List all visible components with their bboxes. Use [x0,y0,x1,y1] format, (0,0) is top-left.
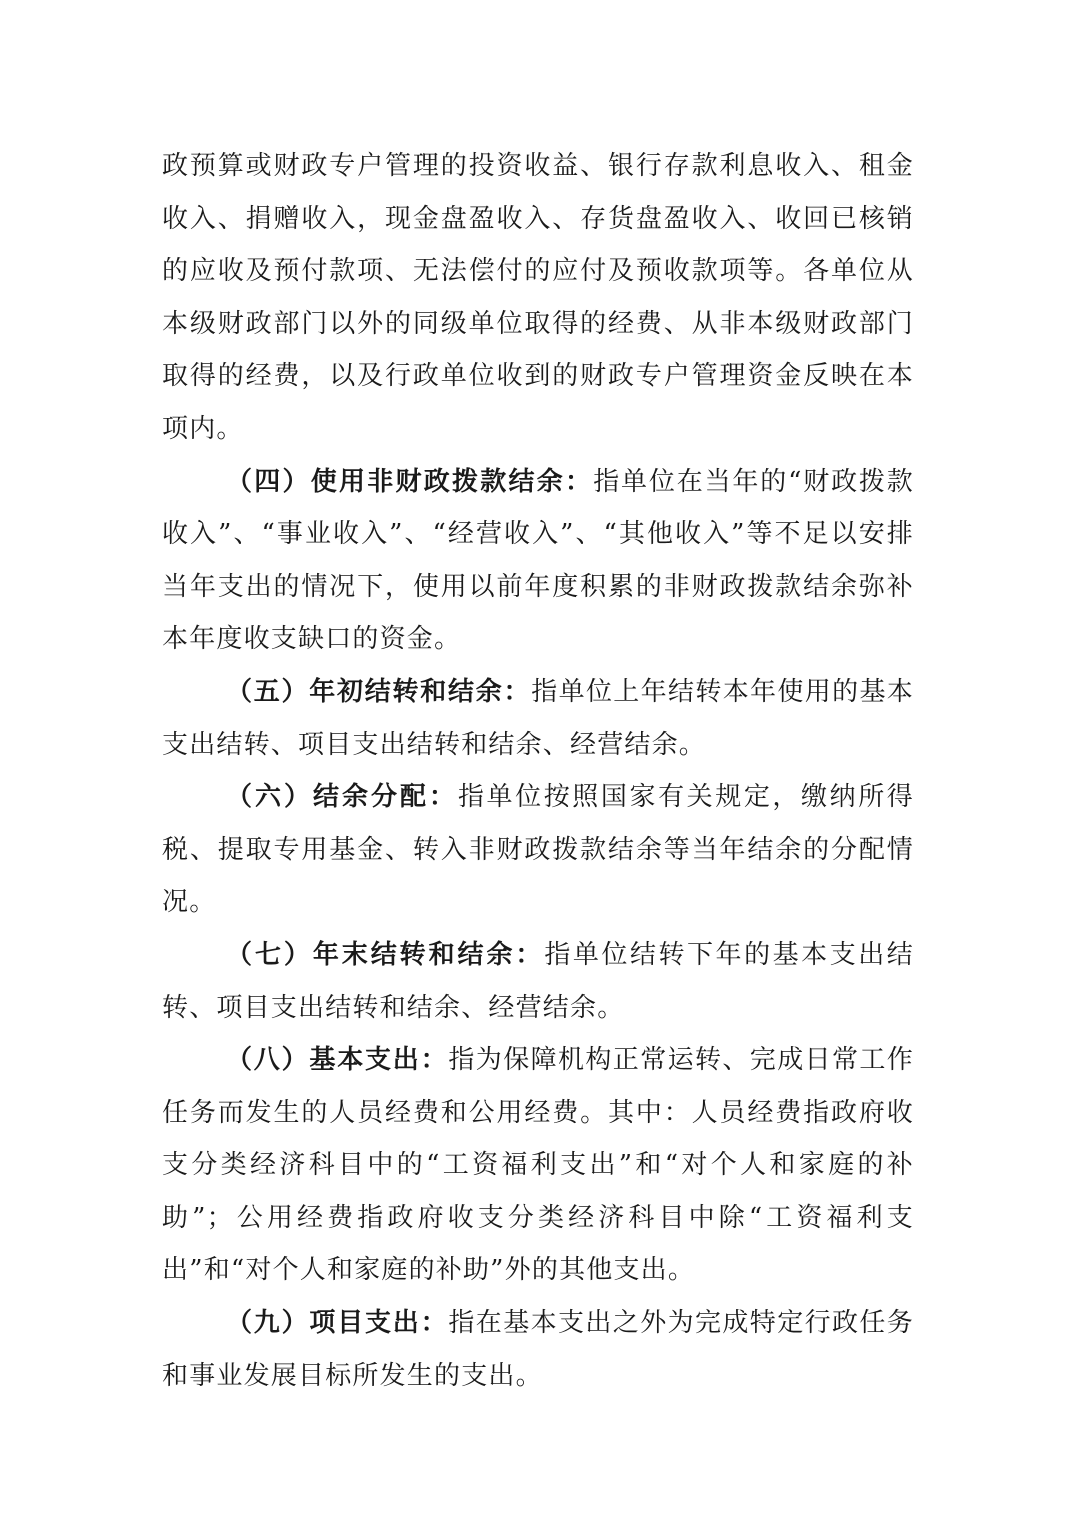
paragraph-text: 指单位在当年的“财政拨款收入”、“事业收入”、“经营收入”、“其他收入”等不足以安排当年支出的情况下，使用以前年度积累的非财政拨款结余弥补本年度收支缺口的资金。 [162,466,914,655]
paragraph-item-6 [162,771,914,929]
paragraph-text: 指为保障机构正常运转、完成日常工作任务而发生的人员经费和公用经费。其中：人员经费指政府收支分类经济科目中的“工资福利支出”和“对个人和家庭的补助”；公用经费指政府收支分类经济科目中除“工资福利支出”和“对个人和家庭的补助”外的其他支出。 [162,1045,914,1286]
paragraph-text: 指单位按照国家有关规定，缴纳所得税、提取专用基金、转入非财政拨款结余等当年结余的分配情况。 [162,782,914,918]
paragraph-item-9 [162,1297,914,1402]
paragraph-item-4 [162,456,914,666]
document-body [162,140,914,1402]
paragraph-text: 指单位上年结转本年使用的基本支出结转、项目支出结转和结余、经营结余。 [162,676,914,760]
paragraph-heading: （八）基本支出： [226,1045,449,1076]
paragraph-text: 政预算或财政专户管理的投资收益、银行存款利息收入、租金收入、捐赠收入，现金盘盈收入、存货盘盈收入、收回已核销的应收及预付款项、无法偿付的应付及预收款项等。各单位从本级财政部门以外的同级单位取得的经费、从非本级财政部门取得的经费，以及行政单位收到的财政专户管理资金反映在本项内。 [162,151,914,444]
paragraph-heading: （六）结余分配： [226,782,458,813]
paragraph-item-7 [162,929,914,1034]
paragraph-heading: （九）项目支出： [226,1308,449,1339]
paragraph-item-5 [162,666,914,771]
paragraph-heading: （四）使用非财政拨款结余： [226,466,594,497]
paragraph-text: 指在基本支出之外为完成特定行政任务和事业发展目标所发生的支出。 [162,1308,914,1391]
paragraph-item-8 [162,1034,914,1297]
paragraph-text: 指单位结转下年的基本支出结转、项目支出结转和结余、经营结余。 [162,939,914,1023]
paragraph-continuation [162,140,914,456]
paragraph-heading: （五）年初结转和结余： [226,676,532,707]
paragraph-heading: （七）年末结转和结余： [226,939,545,970]
